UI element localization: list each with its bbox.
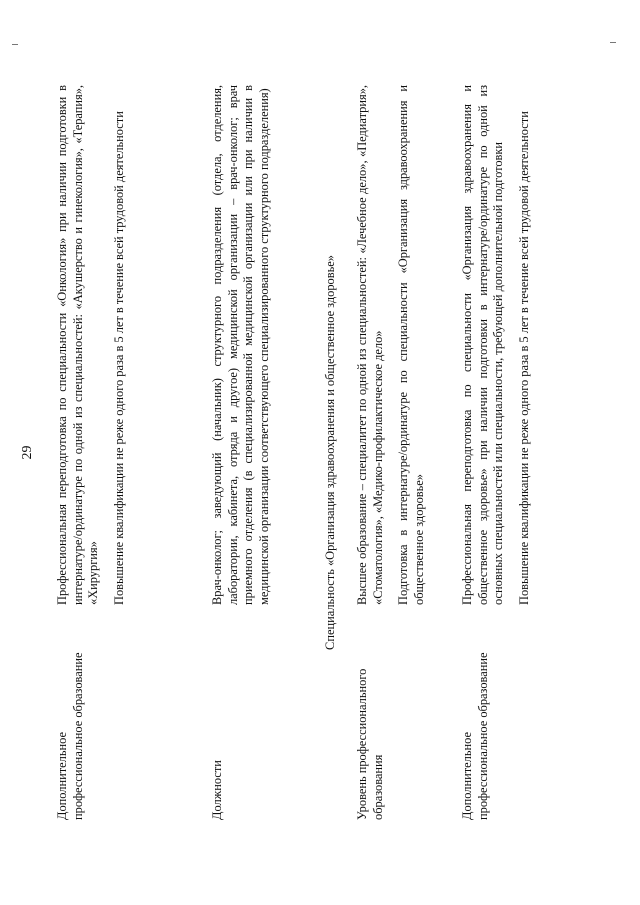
row-content [210, 85, 282, 605]
page-number: 29 [20, 445, 35, 460]
row-content [460, 85, 542, 605]
paragraph: Подготовка в интернатуре/ординатуре по специальности «Организация здравоохранения и общественное здоровье» [396, 85, 426, 605]
row-label: Должности [210, 760, 224, 820]
row-label: Дополнительное профессиональное образование [55, 652, 85, 820]
scan-mark [12, 44, 18, 45]
paragraph: Профессиональная переподготовка по специальности «Онкология» при наличии подготовки в интернатуре/ординатуре по одной из специальностей: «Акушерство и гинекология», «Терапия», «Хирургия» [55, 85, 100, 605]
paragraph: Профессиональная переподготовка по специальности «Организация здравоохранения и общественное здоровье» при наличии подготовки в интернатуре/ординатуре по одной из основных специальностей или специальности, требующей дополнительной подготовки [460, 85, 505, 605]
row-content [55, 85, 137, 605]
row-label: Дополнительное профессиональное образование [460, 652, 490, 820]
paragraph: Повышение квалификации не реже одного раза в 5 лет в течение всей трудовой деятельности [516, 111, 531, 605]
paragraph: Врач-онколог; заведующий (начальник) структурного подразделения (отдела, отделения, лаборатории, кабинета, отряда и другое) медицинской организации – врач-онколог; врач приемного отделения (в специализированной медицинской организации или при наличии в медицинской организации соответствующего специализированного структурного подразделения) [210, 85, 271, 605]
scan-mark [610, 42, 616, 43]
specialty-title: Специальность «Организация здравоохранения и общественное здоровье» [323, 255, 337, 650]
row-content [355, 85, 437, 605]
paragraph: Высшее образование – специалитет по одной из специальностей: «Лечебное дело», «Педиатрия», «Стоматология», «Медико-профилактическое дело» [355, 85, 385, 605]
row-label: Уровень профессионального образования [355, 668, 385, 820]
paragraph: Повышение квалификации не реже одного раза в 5 лет в течение всей трудовой деятельности [111, 111, 126, 605]
